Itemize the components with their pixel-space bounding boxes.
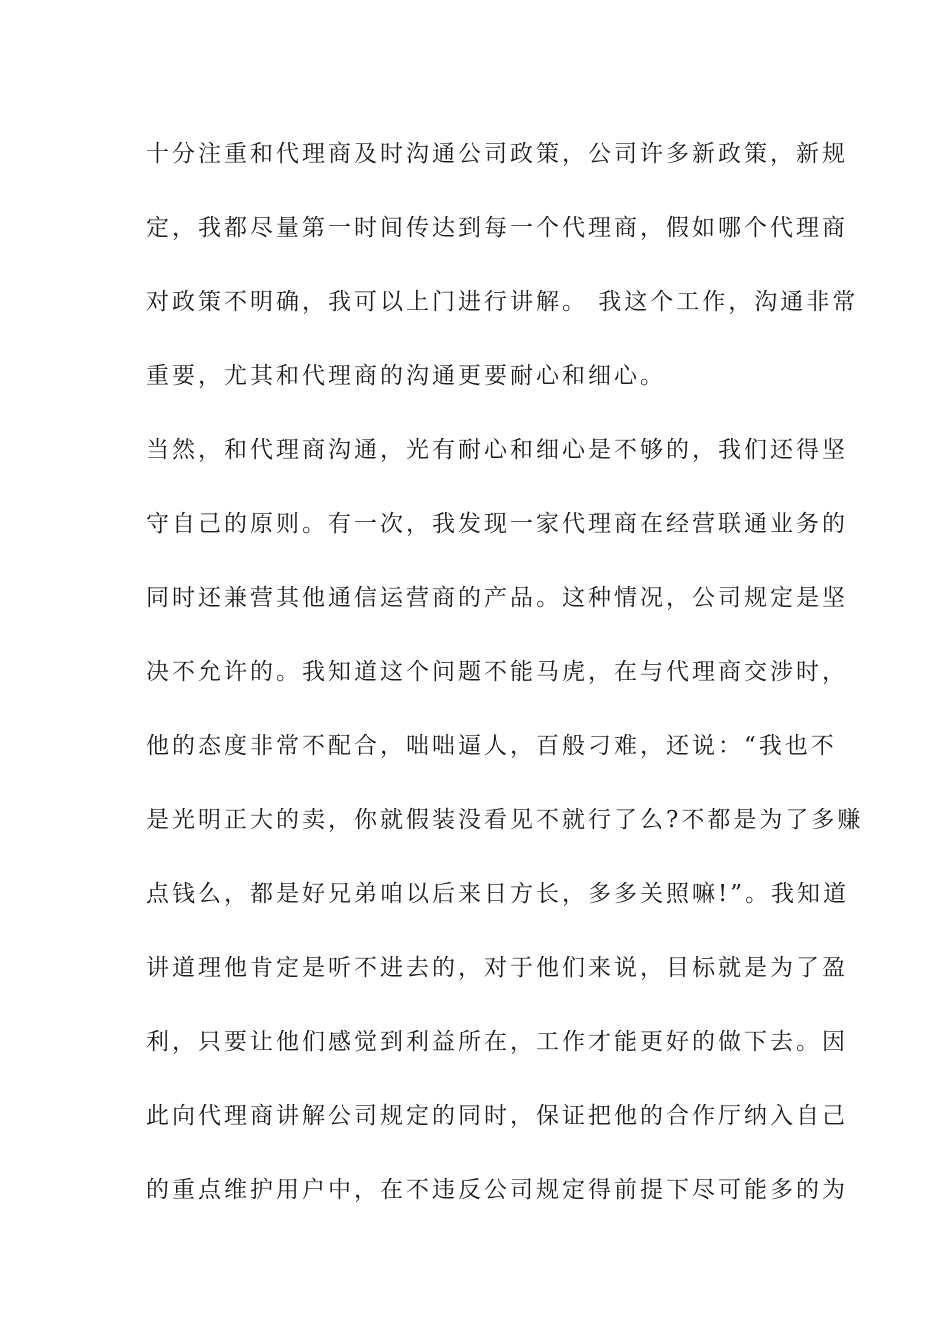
text-line: 点钱么，都是好兄弟咱以后来日方长，多多关照嘛!”。我知道 bbox=[146, 881, 850, 907]
text-line: 同时还兼营其他通信运营商的产品。这种情况，公司规定是坚 bbox=[146, 585, 848, 611]
text-line: 是光明正大的卖，你就假装没看见不就行了么?不都是为了多赚 bbox=[146, 807, 864, 833]
text-line: 讲道理他肯定是听不进去的，对于他们来说，目标就是为了盈 bbox=[146, 955, 848, 981]
text-line: 的重点维护用户中，在不违反公司规定得前提下尽可能多的为 bbox=[146, 1177, 848, 1203]
text-line: 十分注重和代理商及时沟通公司政策，公司许多新政策，新规 bbox=[146, 141, 848, 167]
body-text bbox=[146, 132, 864, 1242]
text-line: 定，我都尽量第一时间传达到每一个代理商，假如哪个代理商 bbox=[146, 215, 848, 241]
text-line: 重要，尤其和代理商的沟通更要耐心和细心。 bbox=[146, 363, 666, 389]
text-line: 当然，和代理商沟通，光有耐心和细心是不够的，我们还得坚 bbox=[146, 437, 848, 463]
text-line: 他的态度非常不配合，咄咄逼人，百般刁难，还说：“我也不 bbox=[146, 733, 837, 759]
text-line: 利，只要让他们感觉到利益所在，工作才能更好的做下去。因 bbox=[146, 1029, 848, 1055]
text-line: 此向代理商讲解公司规定的同时，保证把他的合作厅纳入自己 bbox=[146, 1103, 848, 1129]
text-line: 对政策不明确，我可以上门进行讲解。 我这个工作，沟通非常 bbox=[146, 289, 859, 315]
text-line: 守自己的原则。有一次，我发现一家代理商在经营联通业务的 bbox=[146, 511, 848, 537]
text-line: 决不允许的。我知道这个问题不能马虎，在与代理商交涉时， bbox=[146, 659, 848, 685]
